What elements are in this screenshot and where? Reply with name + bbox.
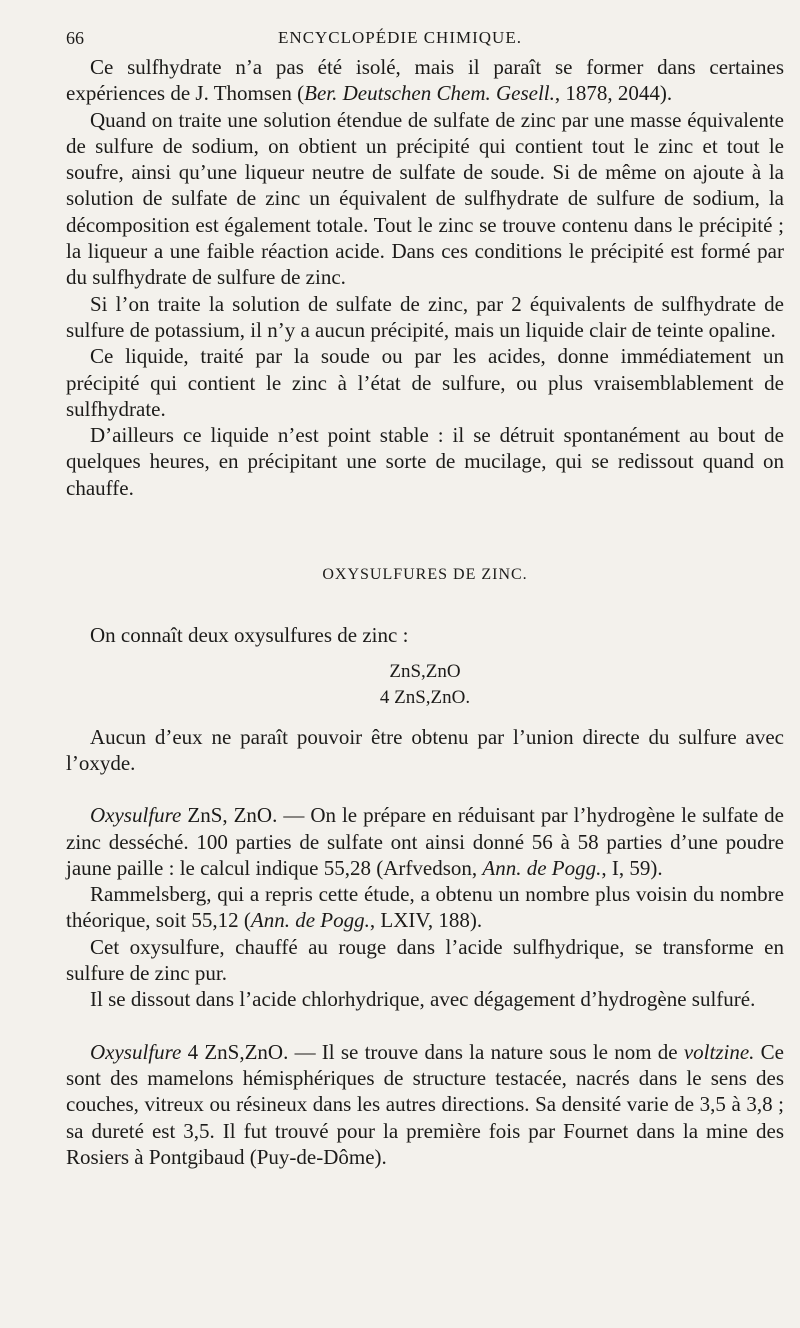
citation: Ann. de Pogg. <box>482 855 602 880</box>
paragraph-dissolution: Il se dissout dans l’acide chlorhydrique, avec dégagement d’hydrogène sulfuré. <box>90 987 756 1012</box>
spacer <box>66 1013 784 1039</box>
text-run: , 1878, 2044). <box>554 81 673 106</box>
citation: Ann. de Pogg. <box>250 908 370 933</box>
page-number: 66 <box>66 28 84 48</box>
text-run: Rammelsberg, qui a repris cette étude, a obtenu un nombre plus voisin du nombre théorique, soit 55,12 ( <box>66 882 784 933</box>
paragraph-rammelsberg <box>66 881 784 934</box>
paragraph-sulfate-treatment: Quand on traite une solution étendue de sulfate de zinc par une masse équivalente de sulfure de sodium, on obtient un précipité qui contient tout le zinc et tout le soufre, ainsi qu’une liqueur neutre de sulfate de soude. Si de même on ajoute à la solution de sulfate de zinc un équivalent de sulfhydrate de sulfure de sodium, la décomposition est également totale. Tout le zinc se trouve contenu dans le précipité ; la liqueur a une faible réaction acide. Dans ces conditions le précipité est formé par du sulfhydrate de sulfure de zinc. <box>66 107 784 290</box>
running-title: ENCYCLOPÉDIE CHIMIQUE. <box>278 28 522 47</box>
text-run: Ce sont des mamelons hémisphériques de structure testacée, nacrés dans le sens des couches, vitreux ou résineux dans les autres directions. Sa densité varie de 3,5 à 3,8 ; sa dureté est 3,5. Il fut trouvé pour la première fois par Fournet dans la mine des Rosiers à Pontgibaud (Puy-de-Dôme). <box>66 1039 784 1169</box>
page-body <box>66 54 784 1170</box>
formula-block <box>66 659 784 711</box>
text-run: , I, 59). <box>601 855 663 880</box>
formula-line: ZnS,ZnO <box>389 660 461 682</box>
paragraph-direct-union: Aucun d’eux ne paraît pouvoir être obtenu par l’union directe du sulfure avec l’oxyde. <box>66 724 784 775</box>
paragraph-potassium: Si l’on traite la solution de sulfate de zinc, par 2 équivalents de sulfhydrate de sulfure de potassium, il n’y a aucun précipité, mais un liquide clair de teinte opaline. <box>66 291 784 342</box>
text-run: ZnS, ZnO. — On le prépare en réduisant par l’hydrogène le sulfate de zinc desséché. 100 parties de sulfate ont ainsi donné 56 à 58 parties d’une poudre jaune paille : le calcul indique 55,28 (Arfvedson, <box>66 803 784 880</box>
term: Oxysulfure <box>90 1039 182 1064</box>
paragraph-instability: D’ailleurs ce liquide n’est point stable : il se détruit spontanément au bout de quelques heures, en précipitant une sorte de mucilage, qui se redissout quand on chauffe. <box>66 423 784 500</box>
text-run: , LXIV, 188). <box>369 908 483 933</box>
mineral-name: voltzine. <box>683 1039 755 1064</box>
page-header <box>0 24 800 54</box>
paragraph-two-oxysulfides: On connaît deux oxysulfures de zinc : <box>90 623 409 648</box>
paragraph-oxysulfide-zns-zno <box>66 802 784 881</box>
term: Oxysulfure <box>90 803 182 828</box>
paragraph-voltzine <box>66 1039 784 1170</box>
paragraph-liquid-reaction: Ce liquide, traité par la soude ou par les acides, donne immédiatement un précipité qui contient le zinc à l’état de sulfure, ou plus vraisemblablement de sulfhydrate. <box>66 344 784 421</box>
paragraph-thomsen <box>66 54 784 107</box>
text-run: 4 ZnS,ZnO. — Il se trouve dans la nature sous le nom de <box>181 1039 684 1064</box>
section-heading: OXYSULFURES DE ZINC. <box>322 566 528 584</box>
citation: Ber. Deutschen Chem. Gesell. <box>304 81 555 106</box>
text-run: Ce sulfhydrate n’a pas été isolé, mais il paraît se former dans certaines expériences de J. Thomsen ( <box>66 55 784 106</box>
spacer <box>66 776 784 802</box>
formula-line: 4 ZnS,ZnO. <box>379 686 471 708</box>
paragraph-heating: Cet oxysulfure, chauffé au rouge dans l’acide sulfhydrique, se transforme en sulfure de zinc pur. <box>66 934 784 986</box>
